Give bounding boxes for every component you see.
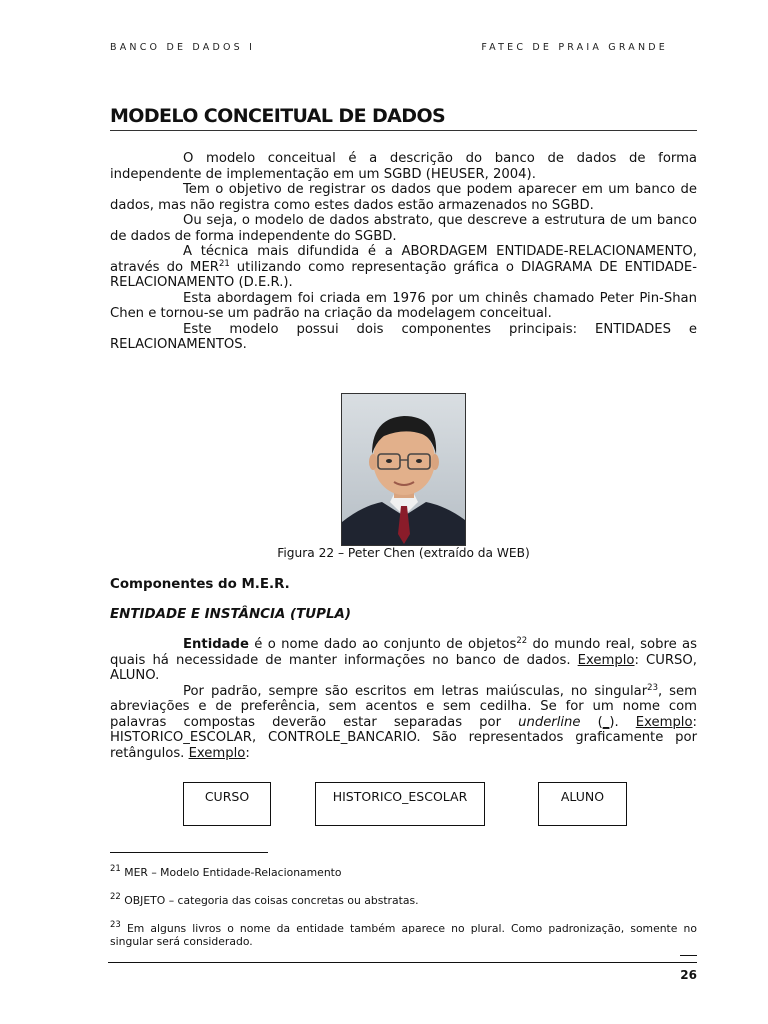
peter-chen-photo [341,393,466,546]
entity-box-aluno: ALUNO [538,782,627,826]
header-institution: FATEC DE PRAIA GRANDE [481,42,668,53]
entity-paragraph-1 [110,637,697,684]
paragraph-6: Este modelo possui dois componentes principais: ENTIDADES e RELACIONAMENTOS. [110,321,697,352]
example-label: Exemplo [188,745,246,761]
footnote-ref-21[interactable]: 21 [218,258,230,269]
ep2-text-f: : [245,745,250,761]
example-label: Exemplo [635,714,693,730]
underline-word: underline [518,714,581,730]
footnote-text: OBJETO – categoria das coisas concretas ou abstratas. [120,894,419,907]
page-number: 26 [680,968,697,982]
entity-text [110,637,697,761]
footnote-ref-23[interactable]: 23 [647,682,658,693]
running-header [110,42,668,53]
paragraph-2: Tem o objetivo de registrar os dados que podem aparecer em um banco de dados, mas não registra como estes dados estão armazenados no SGBD. [110,182,697,213]
ep2-text-d: ). [609,714,636,730]
footnote-22 [110,894,697,907]
ep2-text-a: Por padrão, sempre são escritos em letras maiúsculas, no singular [183,683,648,699]
paragraph-5: Esta abordagem foi criada em 1976 por um chinês chamado Peter Pin-Shan Chen e tornou-se um padrão na criação da modelagem conceitual. [110,290,697,321]
footnote-23 [110,922,697,948]
page-title: MODELO CONCEITUAL DE DADOS [110,104,697,131]
footnote-ref-22[interactable]: 22 [516,636,528,646]
section-heading-entity: ENTIDADE E INSTÂNCIA (TUPLA) [110,607,351,622]
paragraph-1: O modelo conceitual é a descrição do banco de dados de forma independente de implementação em um SGBD (HEUSER, 2004). [110,151,697,182]
ep1-text-b: do mundo real, sobre as quais há necessidade de manter informações no banco de dados. [110,637,697,668]
ep2-text-e: : HISTORICO_ESCOLAR, CONTROLE_BANCARIO. São representados graficamente por retângulos. [110,714,697,761]
footnote-text: Em alguns livros o nome da entidade também aparece no plural. Como padronização, somente no singular será considerado. [110,922,697,948]
footer-divider [108,962,697,963]
ep2-text-c: ( [580,714,603,730]
ep1-text-a: é o nome dado ao conjunto de objetos [248,637,517,652]
entity-paragraph-2 [110,684,697,762]
footnote-text: MER – Modelo Entidade-Relacionamento [120,866,342,879]
footer-tick [680,955,697,956]
portrait-illustration [342,394,465,545]
footnote-divider [110,852,268,853]
p4-text-a: A técnica mais difundida é a ABORDAGEM ENTIDADE-RELACIONAMENTO, através do MER [110,244,697,275]
paragraph-4 [110,244,697,291]
entity-term: Entidade [183,637,249,652]
ep1-text-c: : CURSO, ALUNO. [110,652,697,683]
intro-text [110,151,697,353]
paragraph-3: Ou seja, o modelo de dados abstrato, que descreve a estrutura de um banco de dados de forma independente do SGBD. [110,213,697,244]
entity-box-curso: CURSO [183,782,271,826]
footnote-21 [110,866,697,879]
ep2-text-b: , sem abreviações e de preferência, sem acentos e sem cedilha. Se for um nome com palavras compostas deverão estar separadas por [110,683,698,730]
p4-text-b: utilizando como representação gráfica o DIAGRAMA DE ENTIDADE-RELACIONAMENTO (D.E.R.). [110,259,697,290]
header-course: BANCO DE DADOS I [110,42,256,53]
footnote-number: 21 [110,864,121,874]
example-label: Exemplo [577,652,635,668]
footnote-number: 23 [110,920,121,930]
footnote-number: 22 [110,892,121,902]
section-heading-components: Componentes do M.E.R. [110,577,290,592]
underscore-char: _ [602,714,610,730]
figure-caption: Figura 22 – Peter Chen (extraído da WEB) [277,546,530,560]
entity-box-historico-escolar: HISTORICO_ESCOLAR [315,782,485,826]
